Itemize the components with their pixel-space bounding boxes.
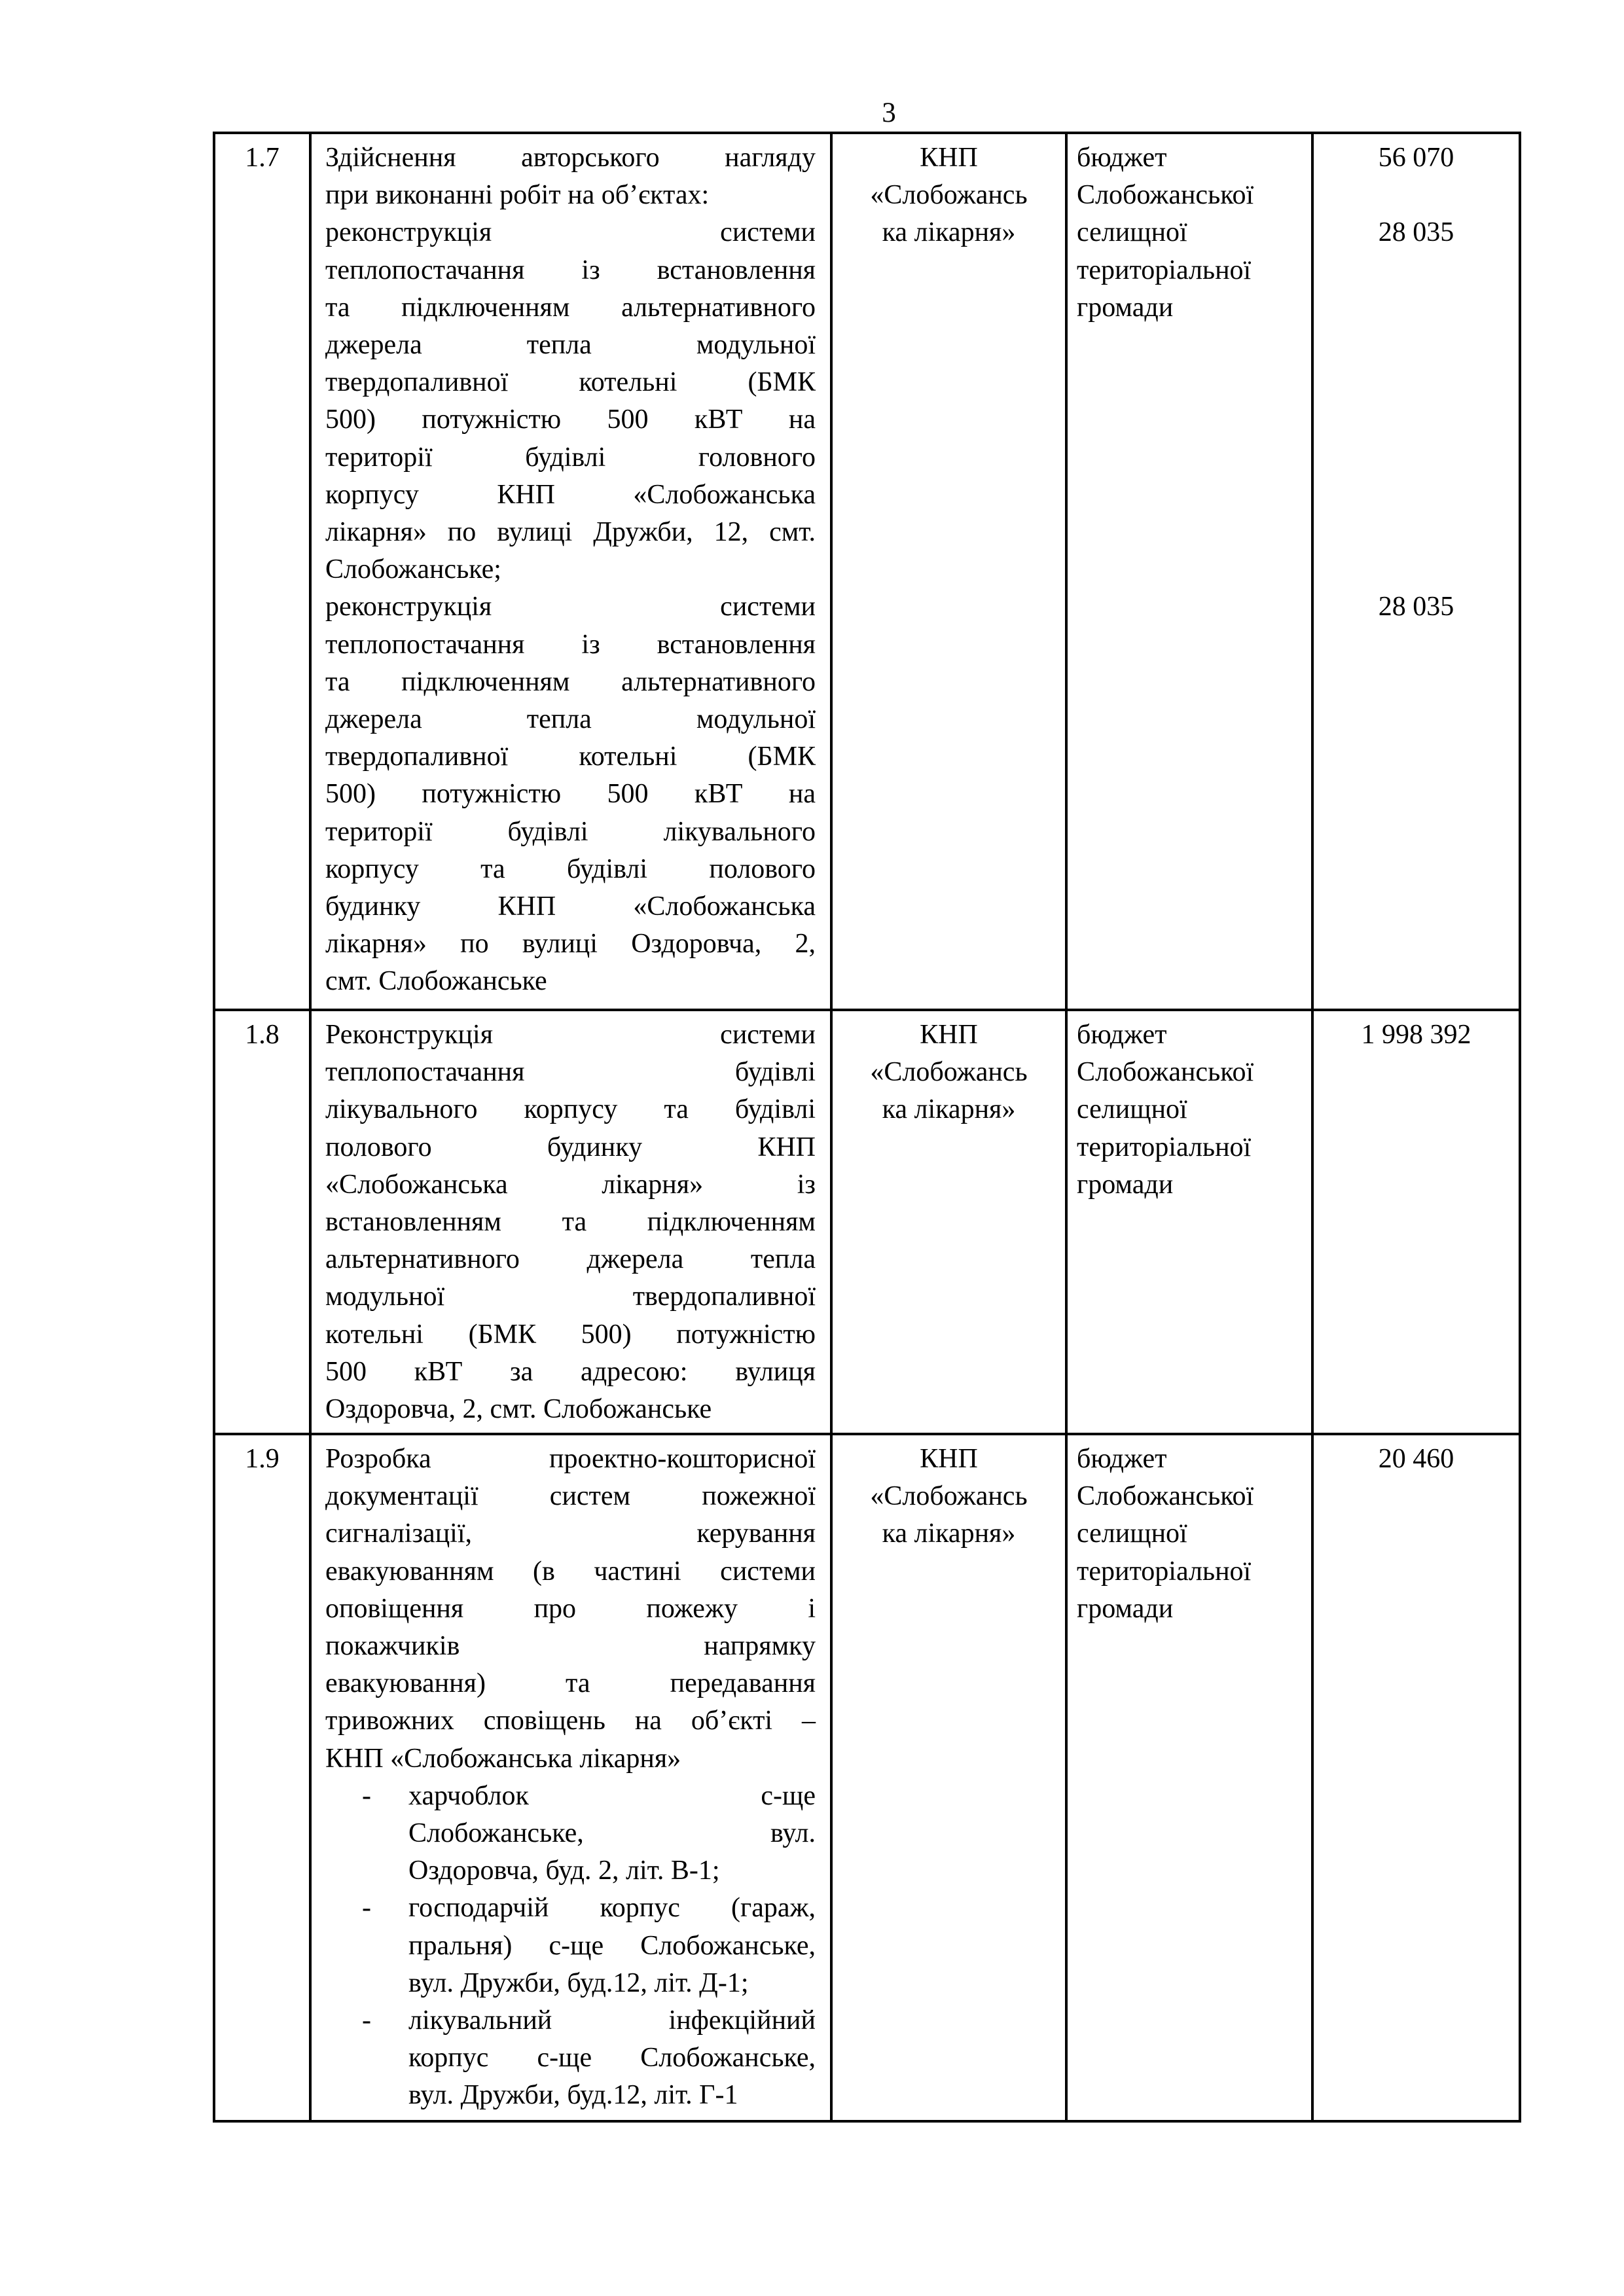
funding-source-cell [1066, 1010, 1312, 1434]
text-line: корпусу КНП «Слобожанська [325, 479, 816, 510]
text-line: 500) потужністю 500 кВТ на [325, 779, 816, 810]
amount-value: 28 035 [1378, 592, 1454, 622]
text-line: корпус с-ще Слобожанське, [408, 2043, 816, 2073]
text-line: господарчій корпус (гараж, [408, 1893, 816, 1924]
funding-source-cell [1066, 133, 1312, 1010]
text-line: твердопаливної котельні (БМК [325, 742, 816, 772]
text-line: пральня) с-ще Слобожанське, [408, 1930, 816, 1961]
text-line: реконструкція системи [325, 217, 816, 248]
table-row [214, 1434, 1520, 2121]
text-line: встановленням та підключенням [325, 1207, 816, 1238]
executor-line: ка лікарня» [882, 217, 1016, 248]
text-line: Слобожанське, вул. [408, 1818, 816, 1849]
table-row [214, 133, 1520, 1010]
funding-line: Слобожанської [1077, 180, 1254, 211]
table-row [214, 1010, 1520, 1434]
funding-line: бюджет [1077, 1020, 1167, 1050]
text-line: документації систем пожежної [325, 1481, 816, 1512]
text-line: теплопостачання із встановлення [325, 255, 816, 285]
text-line: сигналізації, керування [325, 1518, 816, 1549]
text-line: 500) потужністю 500 кВТ на [325, 404, 816, 435]
text-line: смт. Слобожанське [325, 966, 547, 997]
text-line: вул. Дружби, буд.12, літ. Д-1; [408, 1967, 749, 1998]
text-line: альтернативного джерела тепла [325, 1244, 816, 1275]
text-line: тривожних сповіщень на об’єкті – [325, 1706, 816, 1736]
text-line: твердопаливної котельні (БМК [325, 367, 816, 398]
text-line: КНП «Слобожанська лікарня» [325, 1743, 681, 1774]
funding-line: територіальної [1077, 1556, 1252, 1587]
amount-cell [1312, 1010, 1520, 1434]
funding-line: селищної [1077, 1094, 1187, 1125]
text-line: «Слобожанська лікарня» із [325, 1169, 816, 1200]
text-line: реконструкція системи [325, 592, 816, 622]
text-line: теплопостачання із встановлення [325, 629, 816, 660]
list-item [325, 1778, 816, 1890]
text-line: лікарня» по вулиці Дружби, 12, смт. [325, 517, 816, 548]
text-line: Розробка проектно-кошторисної [325, 1444, 816, 1474]
amount-value: 56 070 [1378, 143, 1454, 173]
list-item [325, 2002, 816, 2115]
text-line: теплопостачання будівлі [325, 1057, 816, 1088]
text-line: полового будинку КНП [325, 1132, 816, 1162]
executor-line: ка лікарня» [882, 1094, 1016, 1125]
text-line: джерела тепла модульної [325, 704, 816, 735]
executor-line: КНП [920, 143, 978, 173]
executor-line: «Слобожансь [870, 1057, 1028, 1088]
text-line: Здійснення авторського нагляду [325, 143, 816, 173]
text-line: джерела тепла модульної [325, 330, 816, 361]
text-line: та підключенням альтернативного [325, 292, 816, 323]
bullet-dash: - [362, 1780, 371, 1811]
text-line: оповіщення про пожежу і [325, 1593, 816, 1624]
row-number-cell [214, 133, 310, 1010]
executor-line: ка лікарня» [882, 1518, 1016, 1549]
text-line: 500 кВТ за адресою: вулиця [325, 1356, 816, 1387]
executor-line: КНП [920, 1444, 978, 1474]
text-line: Оздоровча, буд. 2, літ. В-1; [408, 1856, 720, 1886]
description-cell [310, 133, 831, 1010]
executor-line: «Слобожансь [870, 1481, 1028, 1512]
funding-line: селищної [1077, 1518, 1187, 1549]
text-line: будинку КНП «Слобожанська [325, 891, 816, 922]
funding-line: громади [1077, 1593, 1174, 1624]
page-number: 3 [882, 98, 896, 128]
text-line: Оздоровча, 2, смт. Слобожанське [325, 1394, 712, 1425]
text-line: території будівлі лікувального [325, 816, 816, 847]
text-line: покажчиків напрямку [325, 1631, 816, 1662]
row-number: 1.7 [245, 143, 280, 173]
text-line: Реконструкція системи [325, 1020, 816, 1050]
executor-line: КНП [920, 1020, 978, 1050]
row-number-cell [214, 1434, 310, 2121]
text-line: території будівлі головного [325, 442, 816, 473]
text-line: Слобожанське; [325, 554, 501, 585]
bullet-dash: - [362, 2005, 371, 2036]
text-line: при виконанні робіт на об’єктах: [325, 180, 710, 211]
funding-line: громади [1077, 1169, 1174, 1200]
amount-value: 28 035 [1378, 217, 1454, 248]
budget-program-table [213, 132, 1521, 2123]
funding-line: бюджет [1077, 1444, 1167, 1474]
text-line: вул. Дружби, буд.12, літ. Г-1 [408, 2080, 738, 2111]
funding-line: бюджет [1077, 143, 1167, 173]
amount-value: 1 998 392 [1361, 1020, 1471, 1050]
amount-cell [1312, 1434, 1520, 2121]
funding-line: Слобожанської [1077, 1481, 1254, 1512]
executor-cell [831, 1434, 1066, 2121]
row-number: 1.9 [245, 1444, 280, 1474]
text-line: та підключенням альтернативного [325, 666, 816, 697]
bullet-dash: - [362, 1893, 371, 1924]
text-line: лікарня» по вулиці Оздоровча, 2, [325, 929, 816, 960]
executor-line: «Слобожансь [870, 180, 1028, 211]
row-number: 1.8 [245, 1020, 280, 1050]
text-line: лікувального корпусу та будівлі [325, 1094, 816, 1125]
amount-value: 20 460 [1378, 1444, 1454, 1474]
funding-line: громади [1077, 292, 1174, 323]
funding-line: територіальної [1077, 1132, 1252, 1162]
description-cell [310, 1434, 831, 2121]
text-line: евакуювання) та передавання [325, 1668, 816, 1699]
amount-cell [1312, 133, 1520, 1010]
text-line: евакуюванням (в частині системи [325, 1556, 816, 1587]
text-line: модульної твердопаливної [325, 1282, 816, 1312]
text-line: корпусу та будівлі полового [325, 853, 816, 884]
text-line: лікувальний інфекційний [408, 2005, 816, 2036]
funding-line: територіальної [1077, 255, 1252, 285]
text-line: харчоблок с-ще [408, 1780, 816, 1811]
list-item [325, 1890, 816, 2002]
row-number-cell [214, 1010, 310, 1434]
executor-cell [831, 133, 1066, 1010]
executor-cell [831, 1010, 1066, 1434]
description-cell [310, 1010, 831, 1434]
funding-line: Слобожанської [1077, 1057, 1254, 1088]
funding-line: селищної [1077, 217, 1187, 248]
funding-source-cell [1066, 1434, 1312, 2121]
text-line: котельні (БМК 500) потужністю [325, 1319, 816, 1350]
